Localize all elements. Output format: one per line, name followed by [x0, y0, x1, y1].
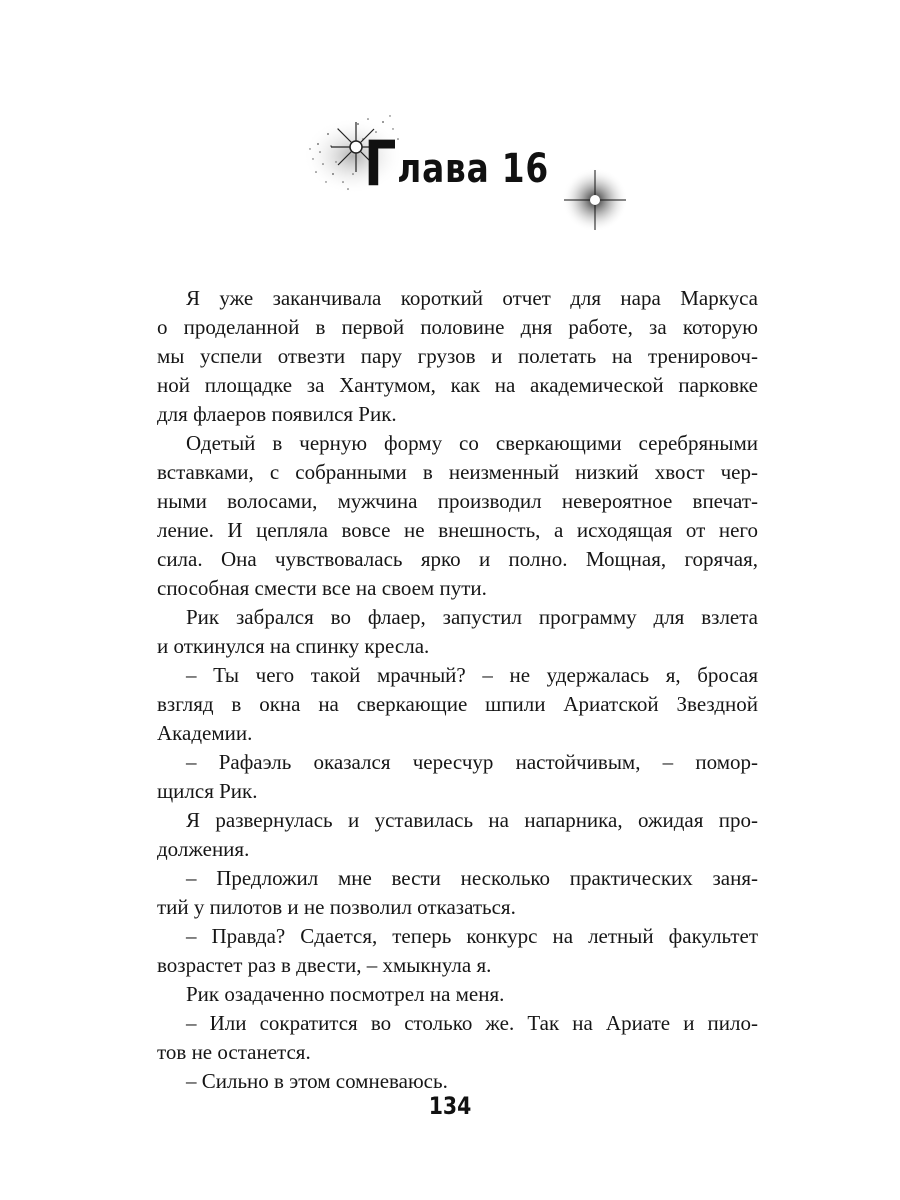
text-line: тий у пилотов и не позволил отказаться.: [157, 895, 516, 919]
text-line: – Или сократится во столько же. Так на Ариате и пило-: [186, 1011, 758, 1035]
text-line: – Предложил мне вести несколько практических заня-: [186, 866, 758, 890]
dialogue-paragraph: [157, 1009, 758, 1067]
text-line: Одетый в черную форму со сверкающими серебряными: [186, 431, 758, 455]
text-line: тов не останется.: [157, 1040, 311, 1064]
text-line: Академии.: [157, 721, 253, 745]
text-line: – Ты чего такой мрачный? – не удержалась я, бросая: [186, 663, 758, 687]
dialogue-paragraph: [157, 748, 758, 806]
text-line: возрастет раз в двести, – хмыкнула я.: [157, 953, 492, 977]
text-line: и откинулся на спинку кресла.: [157, 634, 430, 658]
text-line: сила. Она чувствовалась ярко и полно. Мощная, горячая,: [157, 547, 758, 571]
paragraph: [157, 429, 758, 603]
text-line: щился Рик.: [157, 779, 258, 803]
dialogue-paragraph: [157, 864, 758, 922]
paragraph: [157, 284, 758, 429]
dialogue-paragraph: [157, 661, 758, 748]
chapter-title-rest: лава 16: [397, 146, 550, 192]
lens-flare-icon: [562, 168, 628, 232]
paragraph: [157, 806, 758, 864]
text-line: Рик озадаченно посмотрел на меня.: [186, 982, 505, 1006]
page-number: 134: [428, 1092, 472, 1120]
text-line: взгляд в окна на сверкающие шпили Ариатской Звездной: [157, 692, 758, 716]
text-line: способная смести все на своем пути.: [157, 576, 487, 600]
text-line: ной площадке за Хантумом, как на академической парковке: [157, 373, 758, 397]
chapter-header: [290, 100, 640, 240]
text-line: вставками, с собранными в неизменный низкий хвост чер-: [157, 460, 758, 484]
text-line: – Правда? Сдается, теперь конкурс на летный факультет: [186, 924, 758, 948]
text-line: о проделанной в первой половине дня работе, за которую: [157, 315, 758, 339]
text-line: Я уже заканчивала короткий отчет для нара Маркуса: [186, 286, 758, 310]
text-line: – Рафаэль оказался чересчур настойчивым, – помор-: [186, 750, 758, 774]
dialogue-paragraph: [157, 922, 758, 980]
text-line: мы успели отвезти пару грузов и полетать на тренировоч-: [157, 344, 758, 368]
chapter-body: [157, 284, 758, 1096]
text-line: Я развернулась и уставилась на напарника, ожидая про-: [186, 808, 758, 832]
text-line: должения.: [157, 837, 250, 861]
paragraph: [157, 980, 758, 1009]
chapter-title-initial: Г: [364, 127, 398, 200]
text-line: для флаеров появился Рик.: [157, 402, 397, 426]
text-line: Рик забрался во флаер, запустил программу для взлета: [186, 605, 758, 629]
text-line: ление. И цепляла вовсе не внешность, а исходящая от него: [157, 518, 758, 542]
text-line: ными волосами, мужчина производил невероятное впечат-: [157, 489, 758, 513]
text-line: – Сильно в этом сомневаюсь.: [186, 1069, 448, 1093]
paragraph: [157, 603, 758, 661]
chapter-title: [364, 127, 550, 200]
